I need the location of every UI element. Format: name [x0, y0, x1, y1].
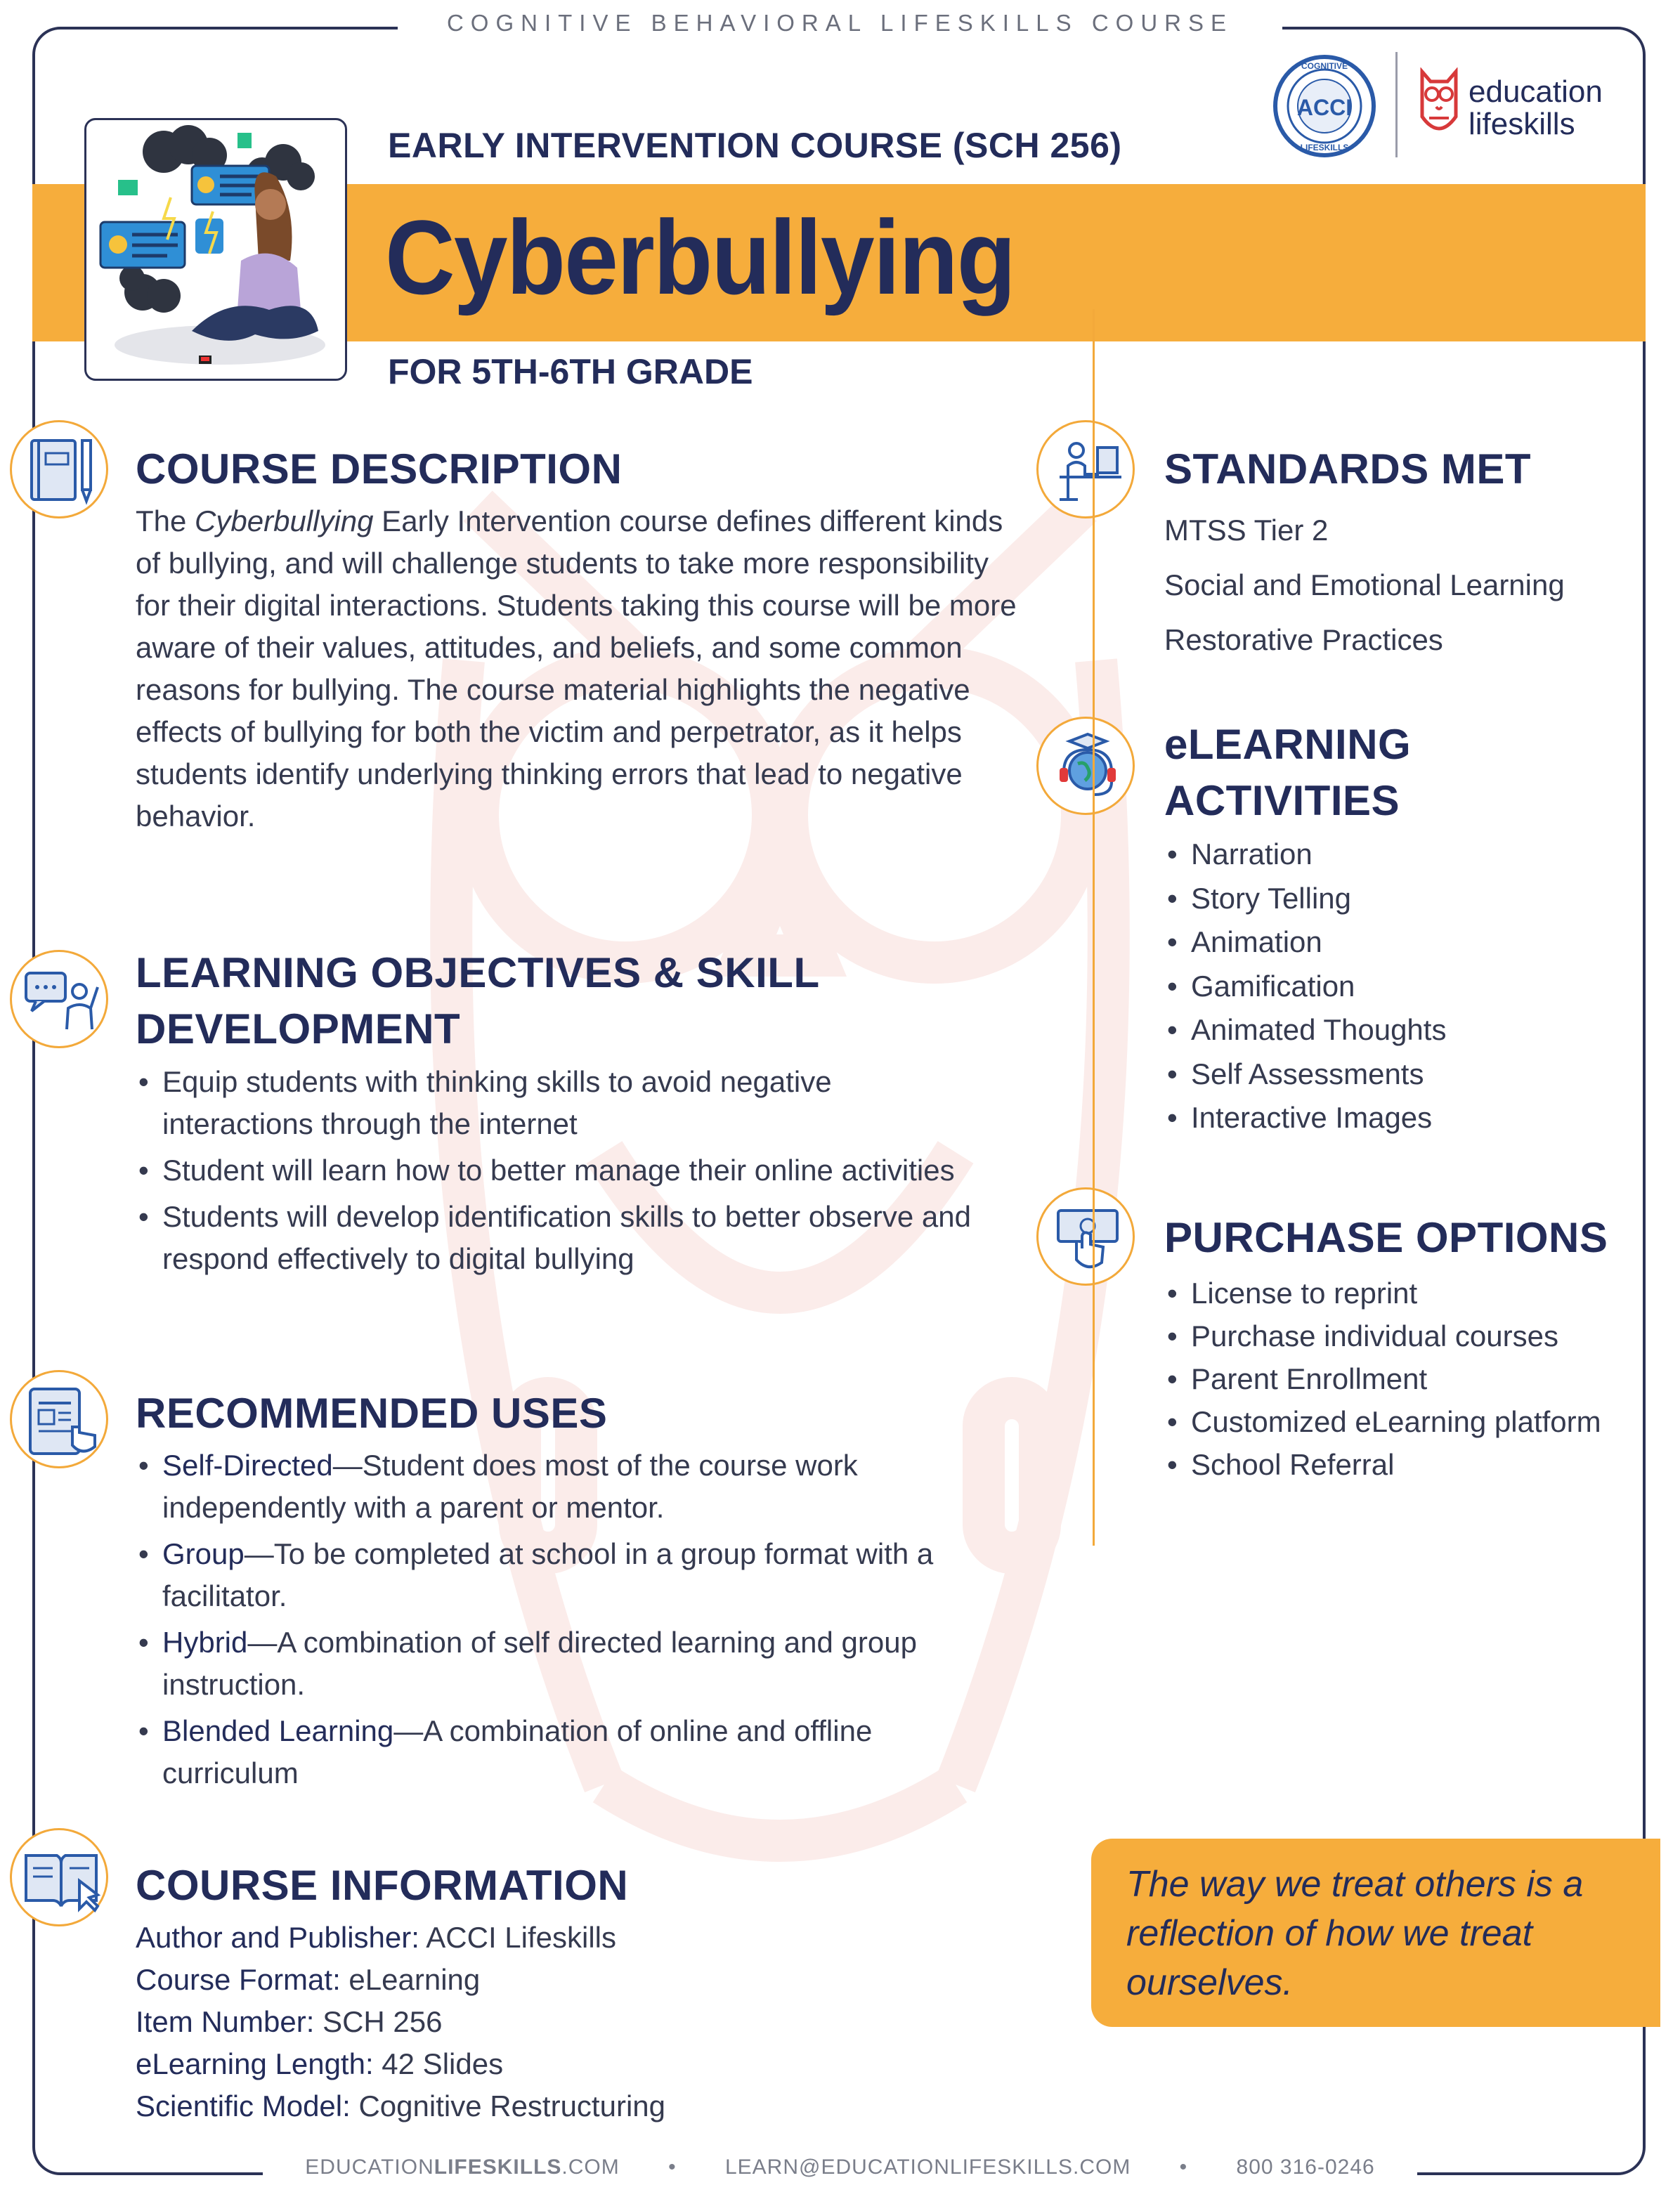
course-information-heading: COURSE INFORMATION	[136, 1862, 629, 1909]
course-information-icon-circle	[10, 1828, 108, 1926]
use-text: —To be completed at school in a group format with a facilitator.	[162, 1537, 934, 1612]
footer-separator: •	[668, 2155, 677, 2179]
info-value: Cognitive Restructuring	[358, 2089, 665, 2122]
recommended-uses-list	[136, 1444, 986, 1794]
column-divider	[1093, 309, 1095, 1546]
logo-area	[1258, 49, 1637, 162]
footer-separator: •	[1179, 2155, 1188, 2179]
list-item: Social and Emotional Learning	[1164, 568, 1565, 601]
list-item	[136, 1622, 986, 1706]
use-label: Group	[162, 1537, 245, 1570]
list-item: • Purchase individual courses	[1164, 1315, 1614, 1357]
page-title: Cyberbullying	[385, 198, 1015, 316]
list-item: • Students will develop identification skills to better observe and respond effectively to digital bullying	[136, 1196, 979, 1280]
purchase-heading: PURCHASE OPTIONS	[1164, 1214, 1608, 1261]
desc-pre: The	[136, 504, 195, 537]
quote-box	[1091, 1839, 1660, 2027]
footer-email[interactable]: LEARN@EDUCATIONLIFESKILLS.COM	[724, 2155, 1131, 2179]
brand-name	[1469, 76, 1603, 141]
footer-contacts	[263, 2155, 1417, 2179]
logo-divider	[1395, 52, 1398, 157]
list-item: • School Referral	[1164, 1443, 1614, 1486]
quote-text: The way we treat others is a reflection of how we treat ourselves.	[1126, 1864, 1584, 2003]
footer	[0, 2155, 1680, 2179]
list-item	[136, 1533, 986, 1617]
info-value: SCH 256	[323, 2005, 443, 2038]
info-row	[136, 1917, 979, 1959]
course-code: EARLY INTERVENTION COURSE (SCH 256)	[388, 126, 1122, 165]
brand-line-2: lifeskills	[1469, 107, 1575, 141]
acci-seal-icon	[1272, 53, 1377, 159]
list-item: • License to reprint	[1164, 1272, 1614, 1315]
recommended-uses-heading: RECOMMENDED USES	[136, 1390, 608, 1437]
list-item: • Narration	[1164, 833, 1628, 877]
grade-level: FOR 5TH-6TH GRADE	[388, 352, 753, 391]
list-item	[136, 1444, 986, 1529]
standards-list	[1164, 503, 1628, 667]
cash-hand-icon	[1038, 1189, 1137, 1288]
hero-illustration	[84, 118, 347, 381]
info-label: eLearning Length:	[136, 2047, 374, 2080]
cyberbullying-illustration-icon	[86, 120, 347, 381]
owl-logo-icon	[1418, 67, 1460, 145]
list-item: • Equip students with thinking skills to avoid negative interactions through the internet	[136, 1061, 979, 1145]
svg-text:ACCI: ACCI	[1296, 95, 1353, 120]
list-item	[136, 1710, 986, 1794]
globe-headset-icon	[1038, 719, 1137, 817]
footer-phone[interactable]: 800 316-0246	[1236, 2155, 1375, 2179]
elearning-icon-circle	[1036, 717, 1135, 815]
elearning-heading	[1164, 717, 1411, 829]
course-description-heading: COURSE DESCRIPTION	[136, 445, 623, 493]
speech-hand-icon	[12, 952, 110, 1050]
info-label: Scientific Model:	[136, 2089, 351, 2122]
elearning-heading-line2: ACTIVITIES	[1164, 777, 1400, 824]
elearning-heading-line1: eLEARNING	[1164, 721, 1412, 768]
list-item: • Student will learn how to better manage their online activities	[136, 1149, 979, 1192]
elearning-list	[1164, 833, 1628, 1140]
info-label: Course Format:	[136, 1963, 341, 1996]
standards-heading: STANDARDS MET	[1164, 445, 1532, 493]
list-item: • Animation	[1164, 920, 1628, 965]
website-pre: EDUCATION	[305, 2155, 434, 2179]
purchase-list	[1164, 1272, 1614, 1486]
use-text: —A combination of self directed learning and group instruction.	[162, 1626, 917, 1701]
list-item: • Self Assessments	[1164, 1052, 1628, 1097]
open-book-icon	[12, 1830, 110, 1929]
info-row	[136, 1959, 979, 2001]
info-label: Author and Publisher:	[136, 1921, 419, 1954]
info-value: 42 Slides	[382, 2047, 504, 2080]
website-bold: LIFESKILLS	[434, 2155, 562, 2179]
course-information-list	[136, 1917, 979, 2127]
recommended-uses-icon-circle	[10, 1370, 108, 1468]
use-label: Hybrid	[162, 1626, 248, 1659]
footer-website[interactable]	[305, 2155, 619, 2179]
list-item: • Customized eLearning platform	[1164, 1400, 1614, 1443]
info-row	[136, 2001, 979, 2043]
course-description-icon-circle	[10, 420, 108, 518]
use-text: —A combination of online and offline curriculum	[162, 1714, 873, 1789]
info-value: ACCI Lifeskills	[426, 1921, 617, 1954]
use-text: —Student does most of the course work independently with a parent or mentor.	[162, 1449, 858, 1524]
list-item: • Parent Enrollment	[1164, 1357, 1614, 1400]
purchase-icon-circle	[1036, 1187, 1135, 1286]
desc-italic-title: Cyberbullying	[195, 504, 374, 537]
list-item: • Gamification	[1164, 965, 1628, 1009]
website-post: .COM	[561, 2155, 620, 2179]
info-label: Item Number:	[136, 2005, 315, 2038]
objectives-icon-circle	[10, 950, 108, 1048]
list-item: MTSS Tier 2	[1164, 514, 1329, 547]
list-item: • Interactive Images	[1164, 1096, 1628, 1140]
objectives-heading	[136, 945, 820, 1057]
top-label-text: COGNITIVE BEHAVIORAL LIFESKILLS COURSE	[398, 10, 1282, 36]
objectives-list	[136, 1061, 979, 1280]
info-value: eLearning	[349, 1963, 481, 1996]
svg-text:LIFESKILLS: LIFESKILLS	[1300, 143, 1349, 152]
use-label: Self-Directed	[162, 1449, 333, 1482]
objectives-heading-line1: LEARNING OBJECTIVES & SKILL	[136, 949, 820, 996]
tablet-touch-icon	[12, 1372, 110, 1470]
info-row	[136, 2043, 979, 2085]
list-item: Restorative Practices	[1164, 623, 1443, 656]
objectives-heading-line2: DEVELOPMENT	[136, 1005, 461, 1052]
info-row	[136, 2085, 979, 2127]
desc-post: Early Intervention course defines different kinds of bullying, and will challenge students to take more responsibility for their digital interactions. Students taking this course will be more aware of their values, attitudes, and beliefs, and some common reasons for bullying. The course material highlights the negative effects of bullying for both the victim and perpetrator, as it helps students identify underlying thinking errors that lead to negative behavior.	[136, 504, 1017, 833]
desk-worker-icon	[1038, 422, 1137, 521]
brand-line-1: education	[1469, 74, 1603, 109]
list-item: • Animated Thoughts	[1164, 1008, 1628, 1052]
standards-icon-circle	[1036, 420, 1135, 518]
svg-text:COGNITIVE: COGNITIVE	[1301, 61, 1348, 71]
book-pencil-icon	[12, 422, 110, 521]
use-label: Blended Learning	[162, 1714, 394, 1747]
course-description-text	[136, 500, 1021, 837]
list-item: • Story Telling	[1164, 877, 1628, 921]
